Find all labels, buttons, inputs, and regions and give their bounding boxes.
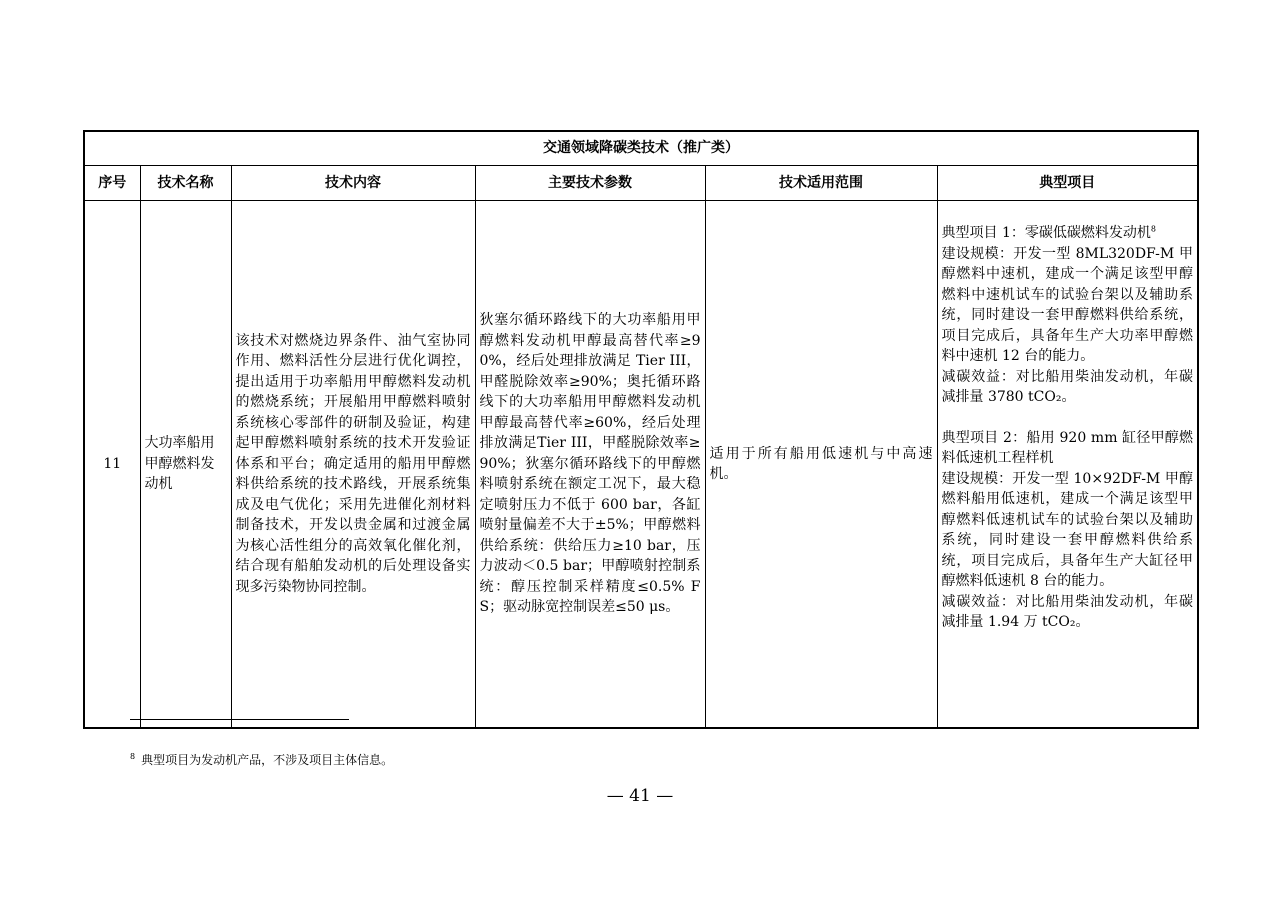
table-title: 交通领域降碳类技术（推广类） xyxy=(84,131,1198,166)
cell-params xyxy=(475,201,705,729)
header-projects: 典型项目 xyxy=(937,166,1198,201)
params-text: 狄塞尔循环路线下的大功率船用甲醇燃料发动机甲醇最高替代率≥90%，经后处理排放满足 Tier III，甲醛脱除效率≥90%；奥托循环路线下的大功率船用甲醇燃料发动机甲醇最高替代率≥60%，经后处理排放满足Tier III，甲醛脱除效率≥90%；狄塞尔循环路线下的甲醇燃料喷射系统在额定工况下，最大稳定喷射压力不低于 600 bar，各缸喷射量偏差不大于±5%；甲醇燃料供给系统：供给压力≥10 bar，压力波动＜0.5 bar；甲醇喷射控制系统：醇压控制采样精度≤0.5% FS；驱动脉宽控制误差≤50 μs。 xyxy=(479,312,701,616)
table-title-row xyxy=(84,131,1198,166)
cell-scope xyxy=(705,201,937,729)
footnote-ref: 8 xyxy=(1150,224,1156,234)
cell-content xyxy=(231,201,475,729)
header-scope: 技术适用范围 xyxy=(705,166,937,201)
header-content: 技术内容 xyxy=(231,166,475,201)
cell-no: 11 xyxy=(84,201,140,729)
footnote-mark: 8 xyxy=(130,752,136,761)
scope-text: 适用于所有船用低速机与中高速机。 xyxy=(709,445,933,482)
footnote-text: 典型项目为发动机产品，不涉及项目主体信息。 xyxy=(141,753,394,767)
table-header-row xyxy=(84,166,1198,201)
table-row xyxy=(84,201,1198,729)
page-number: — 41 — xyxy=(606,786,674,806)
tech-table xyxy=(83,130,1199,729)
project-2-scale: 建设规模：开发一型 10×92DF-M 甲醇燃料船用低速机，建成一个满足该型甲醇燃料低速机试车的试验台架以及辅助系统，同时建设一套甲醇燃料供给系统，项目完成后，具备年生产大缸径甲醇燃料低速机 8 台的能力。 xyxy=(941,470,1194,589)
cell-name: 大功率船用甲醇燃料发动机 xyxy=(140,201,231,729)
cell-projects xyxy=(937,201,1198,729)
footnote-divider xyxy=(130,719,349,720)
header-params: 主要技术参数 xyxy=(475,166,705,201)
project-1-title: 典型项目 1：零碳低碳燃料发动机$^8$ xyxy=(941,224,1156,241)
header-name: 技术名称 xyxy=(140,166,231,201)
project-2-title: 典型项目 2：船用 920 mm 缸径甲醇燃料低速机工程样机 xyxy=(941,429,1194,466)
footnote xyxy=(130,748,393,769)
project-2-benefit: 减碳效益：对比船用柴油发动机，年碳减排量 1.94 万 tCO₂。 xyxy=(941,593,1194,630)
header-no: 序号 xyxy=(84,166,140,201)
content-text: 该技术对燃烧边界条件、油气室协同作用、燃料活性分层进行优化调控，提出适用于功率船用甲醇燃料发动机的燃烧系统；开展船用甲醇燃料喷射系统核心零部件的研制及验证，构建起甲醇燃料喷射系统的技术开发验证体系和平台；确定适用的船用甲醇燃料供给系统的技术路线，开展系统集成及电气优化；采用先进催化剂材料制备技术，开发以贵金属和过渡金属为核心活性组分的高效氧化催化剂，结合现有船舶发动机的后处理设备实现多污染物协同控制。 xyxy=(235,332,471,595)
project-1-benefit: 减碳效益：对比船用柴油发动机，年碳减排量 3780 tCO₂。 xyxy=(941,368,1194,405)
project-1-scale: 建设规模：开发一型 8ML320DF-M 甲醇燃料中速机，建成一个满足该型甲醇燃料中速机试车的试验台架以及辅助系统，同时建设一套甲醇燃料供给系统，项目完成后，具备年生产大功率甲醇燃料中速机 12 台的能力。 xyxy=(941,245,1194,364)
